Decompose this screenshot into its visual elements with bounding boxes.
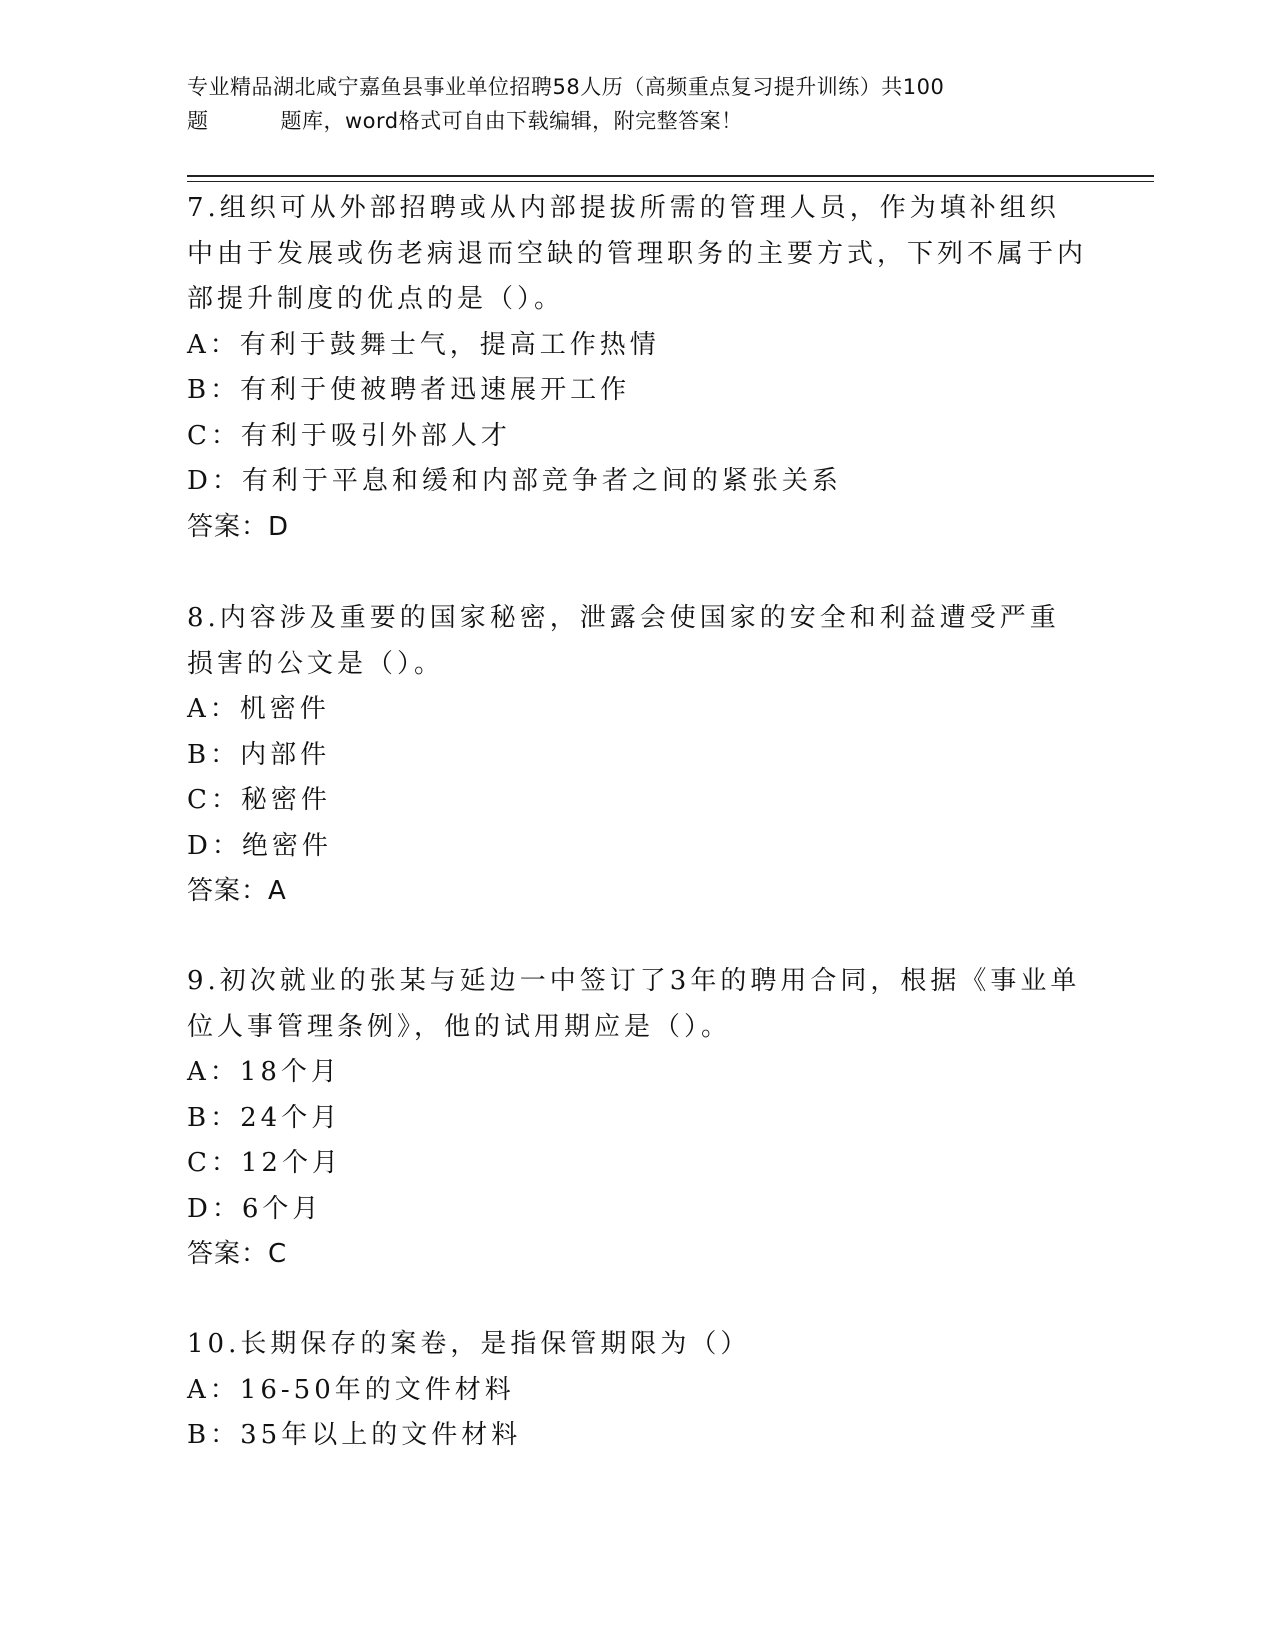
option-d: D：6个月 bbox=[187, 1193, 323, 1224]
question-7 bbox=[187, 186, 1087, 550]
header-title-line2-end: 题库，word格式可自由下载编辑，附完整答案！ bbox=[280, 109, 743, 133]
question-10 bbox=[187, 1322, 1087, 1459]
answer: 答案：A bbox=[187, 876, 287, 906]
answer: 答案：D bbox=[187, 511, 290, 542]
question-text: 7.组织可从外部招聘或从内部提拔所需的管理人员，作为填补组织中由于发展或伤老病退而空缺的管理职务的主要方式，下列不属于内部提升制度的优点的是（）。 bbox=[187, 193, 1088, 314]
question-text: 10.长期保存的案卷，是指保管期限为（） bbox=[187, 1329, 751, 1359]
option-b: B：有利于使被聘者迅速展开工作 bbox=[187, 375, 631, 405]
option-c: C：有利于吸引外部人才 bbox=[187, 420, 511, 451]
answer: 答案：C bbox=[187, 1239, 288, 1269]
option-a: A：机密件 bbox=[187, 694, 330, 724]
header-divider-thin bbox=[187, 181, 1154, 182]
option-b: B：内部件 bbox=[187, 739, 331, 770]
header-divider-thick bbox=[187, 175, 1154, 177]
option-a: A：18个月 bbox=[187, 1057, 341, 1087]
header-title-line2 bbox=[187, 104, 1087, 138]
question-text: 9.初次就业的张某与延边一中签订了3年的聘用合同，根据《事业单位人事管理条例》，他的试用期应是（）。 bbox=[187, 966, 1081, 1042]
option-b: B：35年以上的文件材料 bbox=[187, 1420, 522, 1450]
option-d: D：有利于平息和缓和内部竞争者之间的紧张关系 bbox=[187, 466, 842, 496]
option-a: A：有利于鼓舞士气，提高工作热情 bbox=[187, 329, 660, 360]
document-header bbox=[187, 70, 1087, 138]
option-b: B：24个月 bbox=[187, 1102, 342, 1133]
option-c: C：秘密件 bbox=[187, 785, 331, 815]
option-d: D：绝密件 bbox=[187, 830, 332, 861]
question-9 bbox=[187, 959, 1087, 1278]
question-text: 8.内容涉及重要的国家秘密，泄露会使国家的安全和利益遭受严重损害的公文是（）。 bbox=[187, 603, 1060, 679]
header-title-line2-start: 题 bbox=[187, 109, 209, 133]
question-8 bbox=[187, 596, 1087, 915]
option-c: C：12个月 bbox=[187, 1148, 342, 1178]
header-title-line1: 专业精品湖北咸宁嘉鱼县事业单位招聘58人历（高频重点复习提升训练）共100 bbox=[187, 75, 945, 99]
option-a: A：16-50年的文件材料 bbox=[187, 1374, 515, 1405]
